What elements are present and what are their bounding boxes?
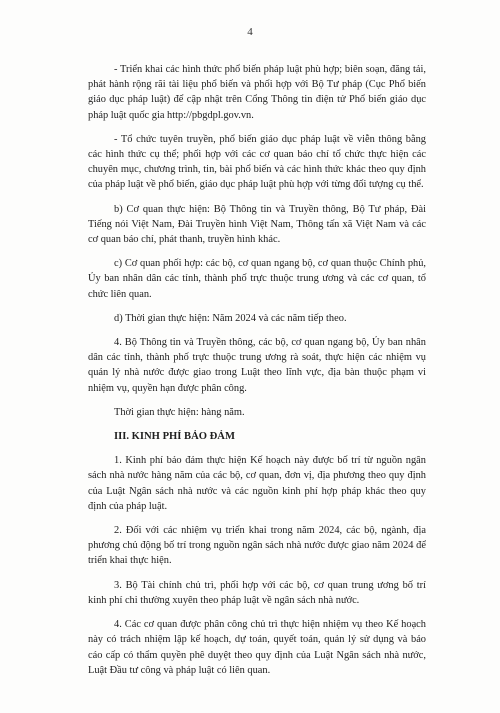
section-heading-funding: III. KINH PHÍ BẢO ĐẢM	[114, 431, 235, 443]
paragraph-telecom-propaganda: - Tổ chức tuyên truyền, phổ biến giáo dục pháp luật về viễn thông bằng các hình thức cụ thể; phối hợp với các cơ quan báo chí tổ chức thực hiện các chuyên mục, chương trình, tin, bài phổ biến và các hình thức khác theo quy định của pháp luật về phổ biến, giáo dục pháp luật phù hợp với từng đối tượng cụ thể.	[88, 133, 426, 191]
paragraph-coordinating-agency: c) Cơ quan phối hợp: các bộ, cơ quan ngang bộ, cơ quan thuộc Chính phủ, Ủy ban nhân dân các tỉnh, thành phố trực thuộc trung ương và các cơ quan, tổ chức liên quan.	[88, 258, 426, 300]
paragraph-dissemination-forms: - Triển khai các hình thức phổ biến pháp luật phù hợp; biên soạn, đăng tải, phát hành rộng rãi tài liệu phổ biến và phối hợp với Bộ Tư pháp (Cục Phổ biến giáo dục pháp luật) để cập nhật trên Cổng Thông tin điện tử Phổ biến giáo dục pháp luật quốc gia http://pbgdpl.gov.vn.	[88, 64, 426, 121]
paragraph-annual-time: Thời gian thực hiện: hàng năm.	[114, 406, 245, 418]
page-number: 4	[247, 26, 253, 38]
paragraph-funding-1: 1. Kinh phí bảo đảm thực hiện Kế hoạch này được bố trí từ nguồn ngân sách nhà nước hàng năm của các bộ, cơ quan, đơn vị, địa phương theo quy định của Luật Ngân sách nhà nước và các nguồn kinh phí hợp pháp khác theo quy định của pháp luật.	[88, 455, 426, 512]
paragraph-funding-4: 4. Các cơ quan được phân công chủ trì thực hiện nhiệm vụ theo Kế hoạch này có trách nhiệm lập kế hoạch, dự toán, quyết toán, quản lý sử dụng và báo cáo cấp có thẩm quyền phê duyệt theo quy định của Luật Ngân sách nhà nước, Luật Đầu tư công và pháp luật có liên quan.	[88, 619, 426, 676]
paragraph-funding-3: 3. Bộ Tài chính chủ trì, phối hợp với các bộ, cơ quan trung ương bố trí kinh phí chi thường xuyên theo pháp luật về ngân sách nhà nước.	[88, 579, 426, 606]
document-body	[88, 62, 426, 687]
paragraph-item-4-review: 4. Bộ Thông tin và Truyền thông, các bộ, cơ quan ngang bộ, Ủy ban nhân dân các tỉnh, thành phố trực thuộc trung ương rà soát, thực hiện các nhiệm vụ quản lý nhà nước được giao trong Luật theo lĩnh vực, địa bàn thuộc phạm vi nhiệm vụ, quyền hạn được phân công.	[88, 337, 426, 394]
paragraph-implementation-time: d) Thời gian thực hiện: Năm 2024 và các năm tiếp theo.	[114, 312, 347, 324]
paragraph-implementing-agency: b) Cơ quan thực hiện: Bộ Thông tin và Truyền thông, Bộ Tư pháp, Đài Tiếng nói Việt Nam, Đài Truyền hình Việt Nam, Thông tấn xã Việt Nam và các cơ quan báo chí, phát thanh, truyền hình khác.	[88, 203, 426, 246]
paragraph-funding-2: 2. Đối với các nhiệm vụ triển khai trong năm 2024, các bộ, ngành, địa phương chủ động bố trí trong nguồn ngân sách nhà nước được giao năm 2024 để triển khai thực hiện.	[88, 525, 426, 567]
